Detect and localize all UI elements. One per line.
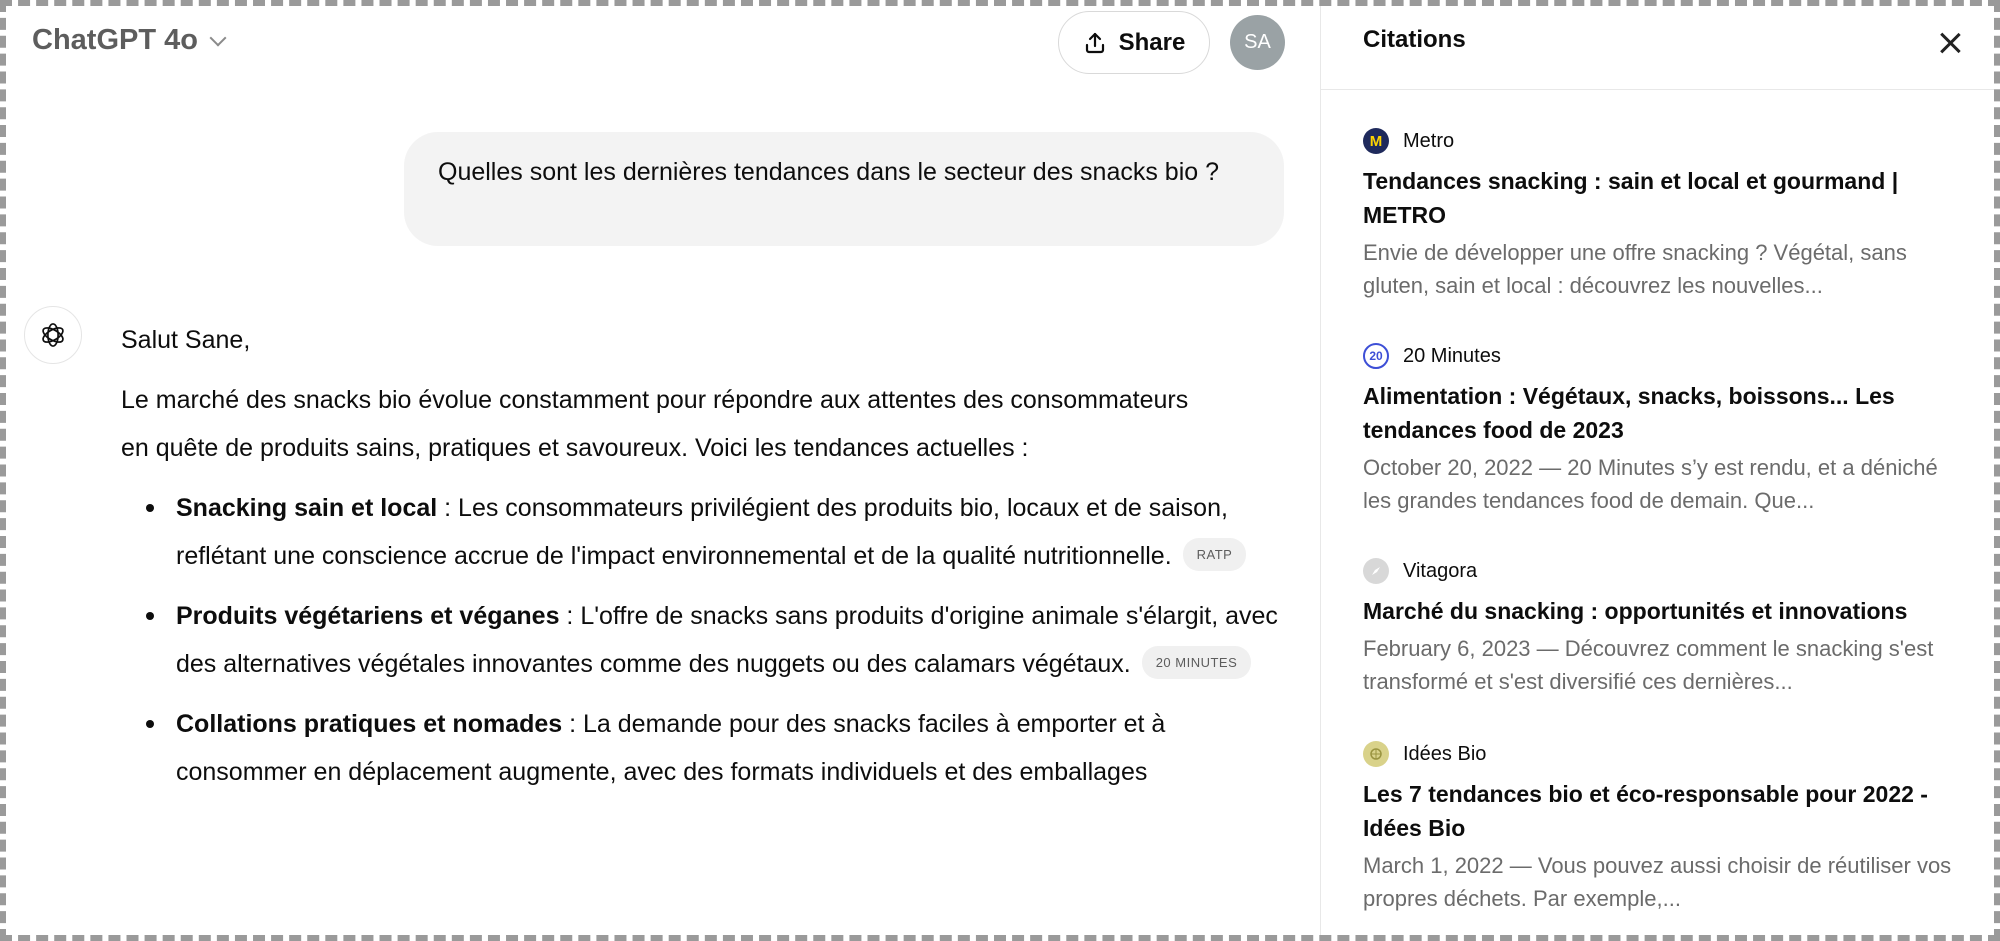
model-switcher[interactable] [32,24,224,57]
user-message [404,132,1284,246]
user-avatar[interactable] [1230,15,1285,70]
trend-title: Produits végétariens et véganes [176,602,560,630]
assistant-greeting: Salut Sane, [121,326,251,354]
citation-item[interactable] [1363,341,1963,517]
close-icon[interactable] [1935,28,1965,58]
trend-text: : La demande pour des snacks faciles à emporter et à consommer en déplacement augmente, avec des formats individuels et des emballages [176,710,1166,786]
citation-badge[interactable]: 20 MINUTES [1142,646,1252,679]
citation-snippet: October 20, 2022 — 20 Minutes s’y est rendu, et a déniché les grandes tendances food de demain. Que... [1363,455,1938,513]
citations-panel [1320,0,2000,941]
citation-title[interactable]: Alimentation : Végétaux, snacks, boissons... Les tendances food de 2023 [1363,383,1895,443]
citation-title[interactable]: Les 7 tendances bio et éco-responsable pour 2022 - Idées Bio [1363,781,1928,841]
list-item [176,700,1291,796]
trend-list [176,484,1291,796]
citation-source-name: Metro [1403,129,1455,152]
citation-snippet: March 1, 2022 — Vous pouvez aussi choisir de réutiliser vos propres déchets. Par exemple,... [1363,853,1952,911]
assistant-intro: Le marché des snacks bio évolue constamment pour répondre aux attentes des consommateurs en quête de produits sains, pratiques et savoureux. Voici les tendances actuelles : [121,386,1189,462]
idees-bio-logo-icon [1363,741,1389,767]
citation-snippet: February 6, 2023 — Découvrez comment le snacking s'est transformé et s'est diversifié ces dernières... [1363,636,1934,694]
citation-snippet: Envie de développer une offre snacking ? Végétal, sans gluten, sain et local : découvrez les nouvelles... [1363,240,1907,298]
citation-source [1363,556,1963,586]
chatgpt-logo-icon [24,306,82,364]
model-name: ChatGPT 4o [32,24,198,56]
citation-title[interactable]: Marché du snacking : opportunités et innovations [1363,598,1908,624]
chat-header [0,0,1320,88]
citation-item[interactable] [1363,556,1963,698]
trend-text: : Les consommateurs privilégient des produits bio, locaux et de saison, reflétant une conscience accrue de l'impact environnemental et de la qualité nutritionnelle. [176,494,1228,570]
citations-title: Citations [1363,26,1466,53]
share-icon [1083,31,1107,55]
citation-item[interactable] [1363,126,1963,302]
assistant-message [121,316,1291,808]
citation-source-name: Idées Bio [1403,742,1487,765]
share-label: Share [1118,28,1186,56]
citation-source [1363,341,1963,371]
list-item [176,484,1291,580]
user-message-text: Quelles sont les dernières tendances dans le secteur des snacks bio ? [438,158,1220,186]
metro-logo-icon: M [1363,128,1389,154]
trend-title: Collations pratiques et nomades [176,710,563,738]
citations-header [1321,0,2000,90]
compass-icon [1363,558,1389,584]
citation-source-name: Vitagora [1403,559,1478,582]
citation-title[interactable]: Tendances snacking : sain et local et gourmand | METRO [1363,168,1899,228]
avatar-initials: SA [1244,31,1271,53]
citation-source [1363,739,1963,769]
share-button[interactable] [1058,11,1210,74]
20-minutes-logo-icon: 20 [1363,343,1389,369]
citation-source [1363,126,1963,156]
trend-text: : L'offre de snacks sans produits d'origine animale s'élargit, avec des alternatives végétales innovantes comme des nuggets ou des calamars végétaux. [176,602,1278,678]
trend-title: Snacking sain et local [176,494,438,522]
chevron-down-icon [209,29,226,46]
citation-item[interactable] [1363,739,1963,915]
citation-badge[interactable]: RATP [1183,538,1247,571]
list-item [176,592,1291,688]
citation-source-name: 20 Minutes [1403,344,1501,367]
